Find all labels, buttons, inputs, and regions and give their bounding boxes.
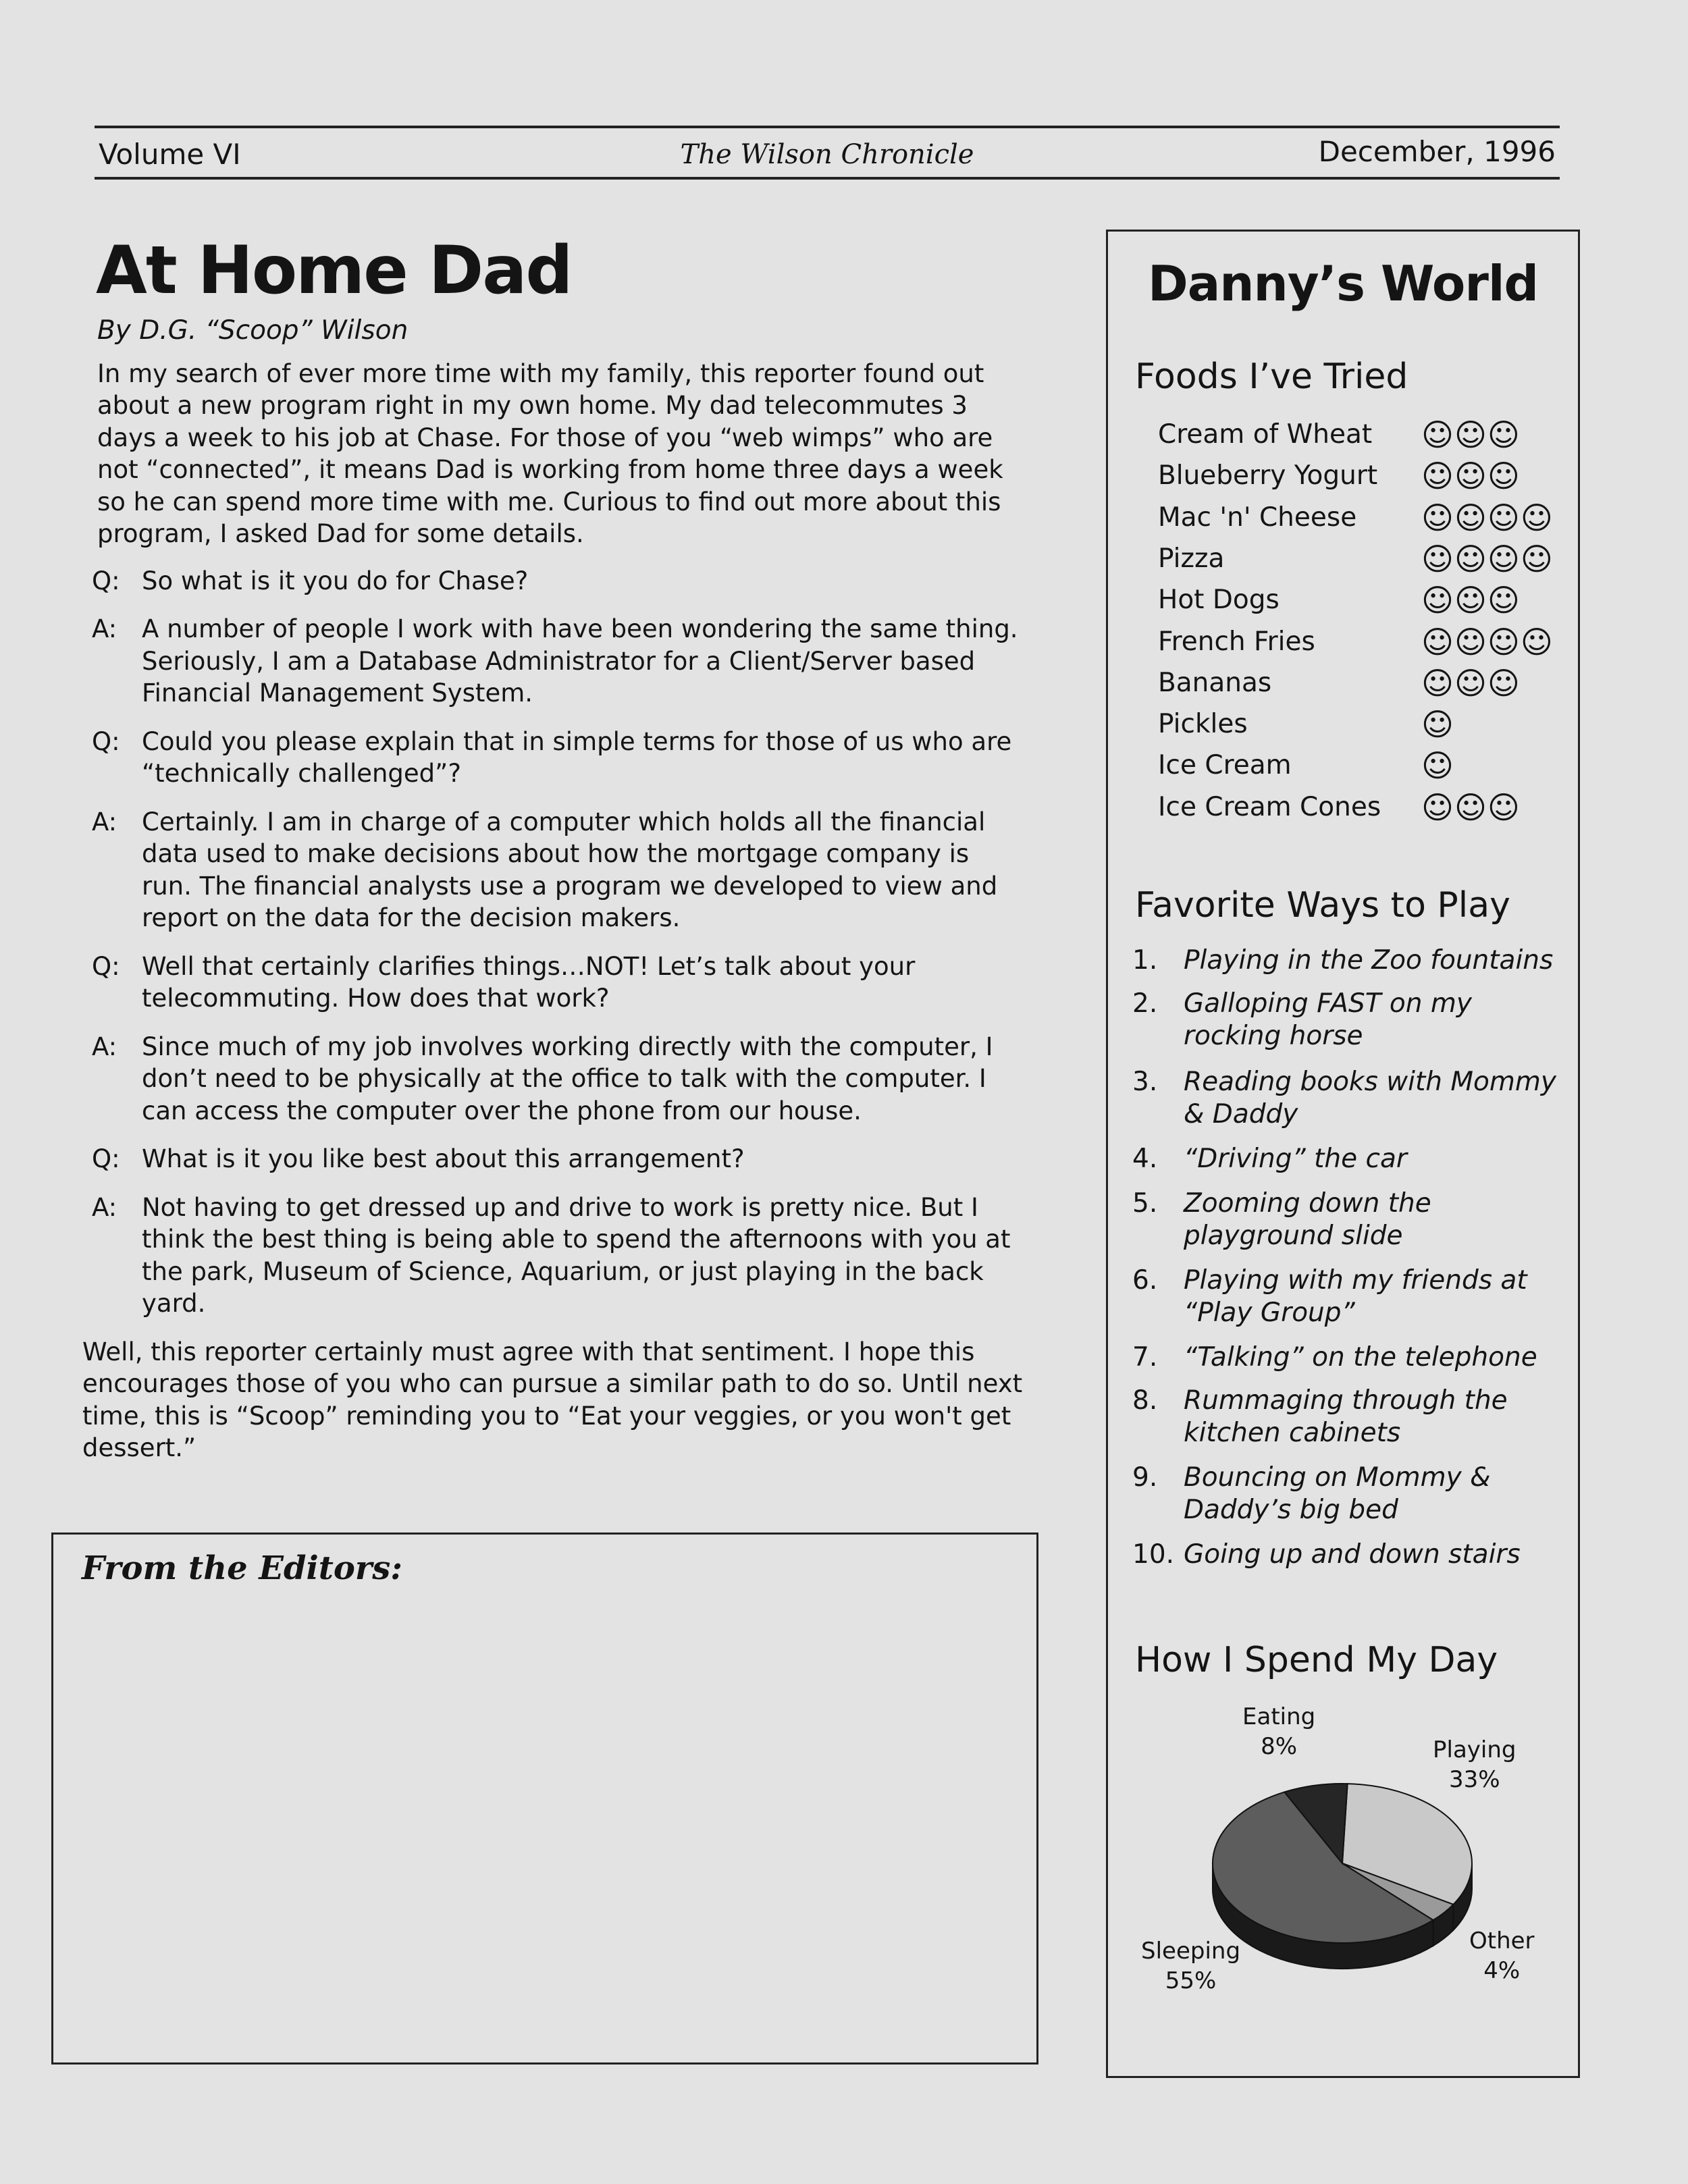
play-text: Rummaging through the kitchen cabinets xyxy=(1184,1385,1508,1448)
food-name: Hot Dogs xyxy=(1158,585,1280,616)
play-number: 1. xyxy=(1132,945,1158,976)
play-number: 2. xyxy=(1132,988,1158,1019)
pie-label-eating xyxy=(1242,1702,1315,1761)
editors-title: From the Editors: xyxy=(82,1549,402,1587)
masthead xyxy=(95,126,1560,180)
play-number: 3. xyxy=(1132,1067,1158,1097)
qa-label: Q: xyxy=(92,1144,120,1174)
play-number: 7. xyxy=(1132,1342,1158,1373)
foods-heading: Foods I’ve Tried xyxy=(1135,356,1408,397)
food-item xyxy=(1158,419,1556,460)
play-number: 9. xyxy=(1132,1462,1158,1493)
play-number: 5. xyxy=(1132,1188,1158,1219)
smiley-rating-icon: ☺ xyxy=(1421,706,1454,743)
qa-label: A: xyxy=(92,614,117,644)
food-item xyxy=(1158,460,1556,501)
qa-text: What is it you like best about this arrangement? xyxy=(142,1144,745,1174)
play-text: Galloping FAST on my rocking horse xyxy=(1184,988,1472,1051)
food-name: Ice Cream xyxy=(1158,750,1292,781)
food-item xyxy=(1158,747,1556,791)
food-name: Pizza xyxy=(1158,543,1225,574)
play-heading: Favorite Ways to Play xyxy=(1135,885,1510,926)
food-name: Mac 'n' Cheese xyxy=(1158,502,1357,533)
qa-item xyxy=(92,565,1026,597)
pie-label-percent: 4% xyxy=(1483,1957,1521,1984)
food-name: French Fries xyxy=(1158,626,1315,657)
pie-label-percent: 55% xyxy=(1165,1967,1217,1994)
qa-text: A number of people I work with have been wondering the same thing. Seriously, I am a Database Administrator for a Client/Server based Financial Management System. xyxy=(142,614,1018,708)
qa-item xyxy=(92,1192,1026,1320)
food-item xyxy=(1158,540,1556,584)
food-item xyxy=(1158,499,1556,543)
day-heading: How I Spend My Day xyxy=(1135,1640,1498,1680)
food-item xyxy=(1158,706,1556,749)
article-headline: At Home Dad xyxy=(96,232,572,309)
qa-item xyxy=(92,1143,1026,1175)
play-text: Playing with my friends at “Play Group” xyxy=(1184,1265,1527,1328)
pie-label-name: Sleeping xyxy=(1141,1938,1241,1965)
play-number: 6. xyxy=(1132,1265,1158,1296)
play-text: Playing in the Zoo fountains xyxy=(1184,945,1554,976)
food-item xyxy=(1158,789,1556,832)
food-item xyxy=(1158,623,1556,667)
qa-text: Not having to get dressed up and drive to work is pretty nice. But I think the best thing is being able to spend the afternoons with you at the park, Museum of Science, Aquarium, or just playing in the back yard. xyxy=(142,1192,1011,1319)
play-text: Reading books with Mommy & Daddy xyxy=(1184,1067,1556,1129)
pie-label-percent: 33% xyxy=(1448,1766,1500,1793)
play-number: 10. xyxy=(1132,1539,1175,1570)
qa-text: Could you please explain that in simple terms for those of us who are “technically challenged”? xyxy=(142,726,1012,789)
qa-item xyxy=(92,1031,1026,1127)
qa-item xyxy=(92,613,1026,710)
food-name: Pickles xyxy=(1158,709,1248,740)
smiley-rating-icon: ☺☺☺ xyxy=(1421,582,1521,619)
qa-text: Well that certainly clarifies things…NOT! Let’s talk about your telecommuting. How does that work? xyxy=(142,951,916,1013)
qa-label: Q: xyxy=(92,566,120,595)
smiley-rating-icon: ☺☺☺ xyxy=(1421,789,1521,826)
smiley-rating-icon: ☺ xyxy=(1421,747,1454,784)
qa-label: Q: xyxy=(92,951,120,981)
food-item xyxy=(1158,664,1556,708)
issue-date: December, 1996 xyxy=(1318,135,1556,168)
food-name: Blueberry Yogurt xyxy=(1158,460,1378,491)
article xyxy=(81,232,1026,1464)
play-text: “Talking” on the telephone xyxy=(1184,1342,1537,1373)
pie-label-name: Other xyxy=(1469,1927,1535,1954)
pie-label-other xyxy=(1469,1926,1535,1986)
qa-label: A: xyxy=(92,807,117,836)
food-name: Bananas xyxy=(1158,667,1272,698)
smiley-rating-icon: ☺☺☺☺ xyxy=(1421,540,1554,577)
smiley-rating-icon: ☺☺☺ xyxy=(1421,458,1521,495)
pie-label-playing xyxy=(1433,1735,1516,1794)
pie-label-percent: 8% xyxy=(1261,1733,1298,1760)
smiley-rating-icon: ☺☺☺☺ xyxy=(1421,499,1554,536)
play-number: 8. xyxy=(1132,1385,1158,1416)
pie-label-sleeping xyxy=(1141,1936,1240,1996)
food-item xyxy=(1158,582,1556,625)
qa-item xyxy=(92,726,1026,790)
newsletter-title: The Wilson Chronicle xyxy=(680,139,974,170)
editors-box xyxy=(51,1533,1038,2065)
qa-label: A: xyxy=(92,1032,117,1061)
article-byline: By D.G. “Scoop” Wilson xyxy=(97,315,408,346)
article-closing: Well, this reporter certainly must agree with that sentiment. I hope this encourages those of you who can pursue a similar path to do so. Until next time, this is “Scoop” reminding you to “Eat your veggies, or you won't get dessert.” xyxy=(82,1337,1023,1463)
qa-text: Since much of my job involves working directly with the computer, I don’t need to be physically at the office to talk with the computer. I can access the computer over the phone from our house. xyxy=(142,1032,993,1125)
play-text: “Driving” the car xyxy=(1184,1144,1407,1174)
qa-item xyxy=(92,951,1026,1015)
smiley-rating-icon: ☺☺☺ xyxy=(1421,664,1521,701)
smiley-rating-icon: ☺☺☺☺ xyxy=(1421,623,1554,660)
sidebar-title: Danny’s World xyxy=(1147,255,1539,312)
play-number: 4. xyxy=(1132,1144,1158,1174)
volume-label: Volume VI xyxy=(99,138,241,171)
qa-text: Certainly. I am in charge of a computer which holds all the financial data used to make decisions about how the mortgage company is run. The financial analysts use a program we developed to view and report on the data for the decision makers. xyxy=(142,807,998,933)
play-text: Zooming down the playground slide xyxy=(1184,1188,1431,1251)
qa-item xyxy=(92,806,1026,934)
play-text: Going up and down stairs xyxy=(1184,1539,1521,1570)
food-name: Cream of Wheat xyxy=(1158,419,1373,450)
qa-label: Q: xyxy=(92,726,120,756)
interview-qa-list xyxy=(81,565,1026,1320)
pie-label-name: Playing xyxy=(1433,1736,1516,1763)
qa-text: So what is it you do for Chase? xyxy=(142,566,529,595)
food-name: Ice Cream Cones xyxy=(1158,791,1381,822)
smiley-rating-icon: ☺☺☺ xyxy=(1421,417,1521,453)
article-intro: In my search of ever more time with my family, this reporter found out about a new program right in my own home. My dad telecommutes 3 days a week to his job at Chase. For those of you “web wimps” who are not “connected”, it means Dad is working from home three days a week so he can spend more time with me. Curious to find out more about this program, I asked Dad for some details. xyxy=(97,358,1003,549)
pie-label-name: Eating xyxy=(1242,1703,1316,1730)
play-text: Bouncing on Mommy & Daddy’s big bed xyxy=(1184,1462,1491,1525)
qa-label: A: xyxy=(92,1192,117,1222)
